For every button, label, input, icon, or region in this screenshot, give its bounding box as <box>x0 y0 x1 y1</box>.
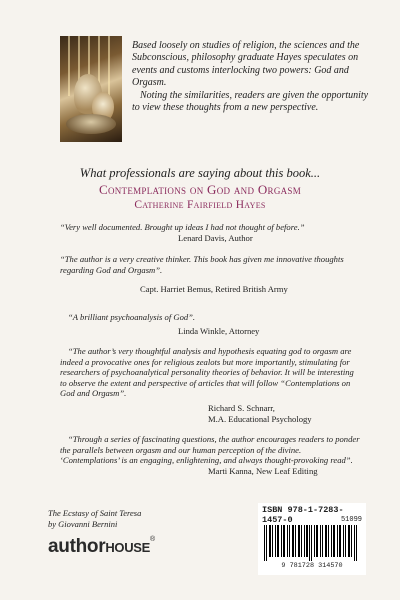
review-4 <box>60 346 360 424</box>
review-attribution: Marti Kanna, New Leaf Editing <box>208 465 318 476</box>
review-quote: “Very well documented. Brought up ideas I had not thought of before.” <box>60 222 305 232</box>
review-2 <box>60 254 360 295</box>
review-attribution: Richard S. Schnarr, <box>208 402 275 413</box>
artwork-light-ray <box>108 36 110 96</box>
artwork-caption-title: The Ecstasy of Saint Teresa <box>48 508 142 518</box>
book-title: Contemplations on God and Orgasm <box>98 182 302 197</box>
barcode-bars <box>262 517 362 561</box>
review-1 <box>60 222 360 243</box>
review-quote: “The author is a very creative thinker. This book has given me innovative thoughts regarding God and Orgasm”. <box>60 254 344 275</box>
artwork-cloud <box>66 114 116 134</box>
publisher-name-part2: HOUSE <box>105 540 151 555</box>
barcode-price-code: 51099 <box>340 516 362 524</box>
publisher-name-part1: author <box>48 536 106 557</box>
review-quote: “A brilliant psychoanalysis of God”. <box>68 312 196 322</box>
review-attribution: Lenard Davis, Author <box>178 232 253 243</box>
barcode-digits: 9 781728 314570 <box>281 562 343 570</box>
isbn-barcode <box>258 503 366 575</box>
cover-artwork-ecstasy-of-saint-teresa <box>60 36 122 142</box>
registered-mark: ® <box>150 536 155 543</box>
artwork-light-ray <box>68 36 70 96</box>
review-attribution: Capt. Harriet Bemus, Retired British Army <box>140 284 288 295</box>
review-quote: “Through a series of fascinating questions, the author encourages readers to ponder the parallels between orgasm and our human perception of the divine. ‘Contemplations’ is an engaging, enlightening, and always thought-provoking read”. <box>60 434 360 466</box>
artwork-caption-artist: by Giovanni Bernini <box>48 518 118 529</box>
review-attribution-credential: M.A. Educational Psychology <box>208 413 312 424</box>
intro-paragraph-2: Noting the similarities, readers are given the opportunity to view these thoughts from a new perspective. <box>132 89 369 114</box>
review-quote: “The author’s very thoughtful analysis and hypothesis equating god to orgasm are indeed a provocative ones for religious zealots but more importantly, stimulating for researchers of psychoanalytical personality theories of behavior. It will be interesting to observe the extent and perspective of articles that will follow “Contemplations on God and Orgasm”. <box>60 346 354 399</box>
isbn-number: ISBN 978-1-7283-1457-0 <box>262 505 344 525</box>
intro-paragraph-1: Based loosely on studies of religion, the sciences and the Subconscious, philosophy graduate Hayes speculates on events and customs interlocking two powers: God and Orgasm. <box>132 40 360 89</box>
review-5 <box>60 434 360 476</box>
praise-heading: What professionals are saying about this book... <box>79 166 321 180</box>
publisher-logo <box>48 536 155 558</box>
review-attribution: Linda Winkle, Attorney <box>178 325 260 336</box>
intro-blurb <box>132 40 372 114</box>
book-author: Catherine Fairfield Hayes <box>134 199 266 211</box>
artwork-caption <box>48 508 141 529</box>
review-3 <box>60 312 360 336</box>
